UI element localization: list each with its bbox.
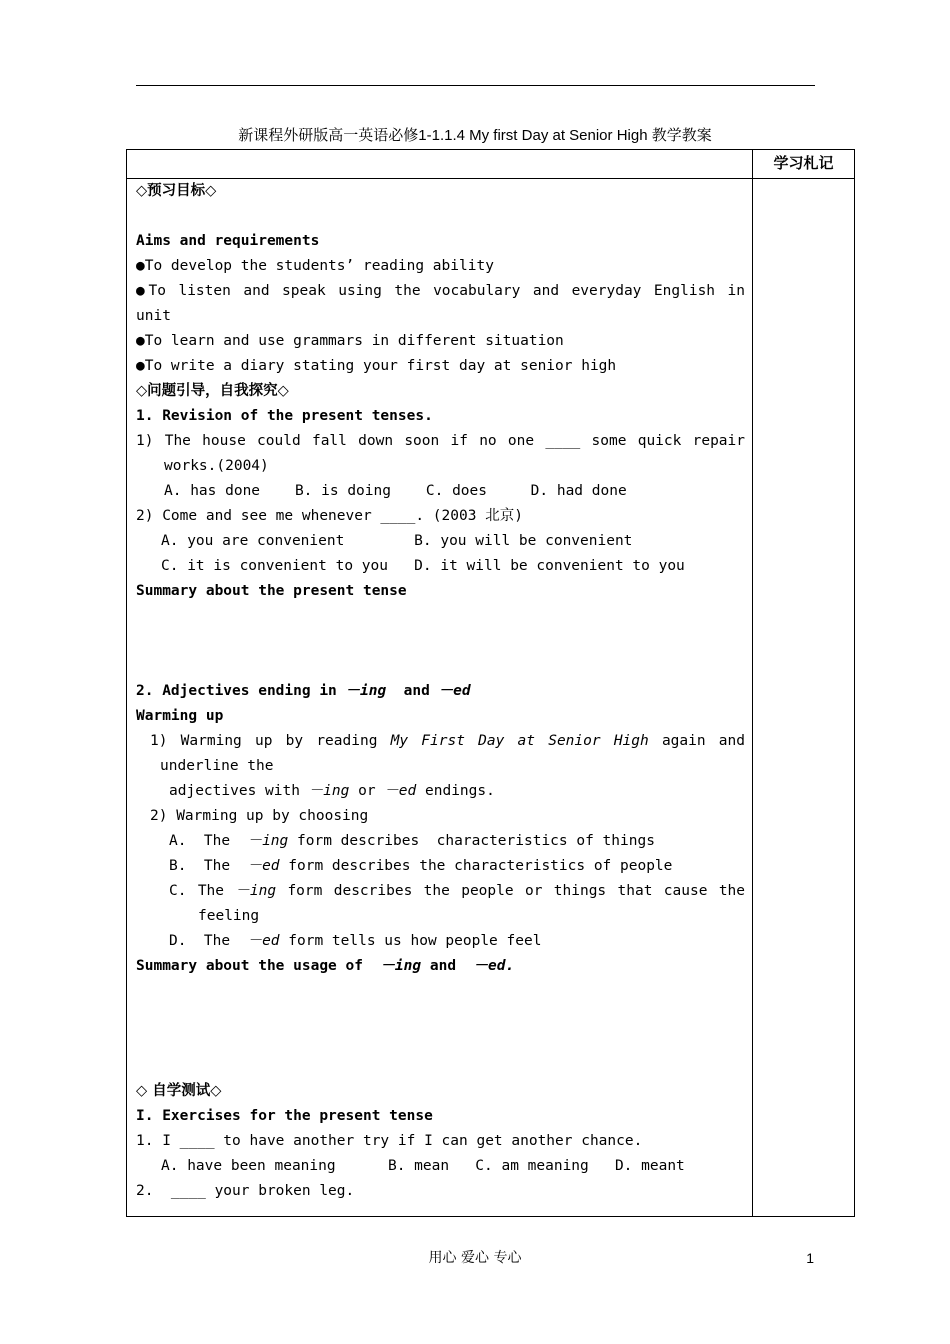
warming-up-heading: Warming up [136,708,224,724]
question-2: 2) Come and see me whenever ____. (2003 北京) [136,508,523,524]
choice-c: C. The －ing form describes the people or things that cause the [169,883,745,899]
warming-up-item-1: 1) Warming up by reading My First Day at Senior High again and [150,733,745,749]
spacer [136,1004,745,1029]
page-number: 1 [806,1250,814,1266]
warming-up-item-1-continued: adjectives with －ing or －ed endings. [169,783,495,799]
question-1: 1) The house could fall down soon if no one ____ some quick repair [136,433,745,449]
spacer [136,204,745,229]
page-footer: 用心 爱心 专心 [428,1250,522,1266]
aim-item-continued: unit [136,308,171,324]
question-1-continued: works.(2004) [164,458,269,474]
warming-up-item-2: 2) Warming up by choosing [150,808,369,824]
question-2-options-cd: C. it is convenient to you D. it will be convenient to you [161,558,685,574]
summary-ing-ed-usage: Summary about the usage of －ing and －ed. [136,958,515,974]
section-heading-preview-goals: ◇预习目标◇ [136,183,217,199]
summary-present-tense: Summary about the present tense [136,583,407,599]
spacer [136,979,745,1004]
notes-column-header: 学习札记 [773,154,834,172]
aim-item: ●To write a diary stating your first day at senior high [136,358,617,374]
document-title: 新课程外研版高一英语必修1-1.1.4 My first Day at Senior High 教学教案 [238,127,712,144]
aim-item: ●To develop the students’ reading ability [136,258,494,274]
spacer [136,654,745,679]
aims-heading: Aims and requirements [136,233,320,249]
exercises-heading: I. Exercises for the present tense [136,1108,433,1124]
question-1-options: A. has done B. is doing C. does D. had done [164,483,627,499]
notes-column-divider [752,149,753,1216]
spacer [136,1054,745,1079]
choice-b: B. The －ed form describes the characteristics of people [169,858,673,874]
choice-d: D. The －ed form tells us how people feel [169,933,542,949]
spacer [136,1029,745,1054]
spacer [136,604,745,629]
adjectives-heading: 2. Adjectives ending in －ing and －ed [136,683,471,699]
choice-c-continued: feeling [198,908,260,924]
lesson-content [136,179,745,1204]
exercise-2: 2. ____ your broken leg. [136,1183,355,1199]
revision-heading: 1. Revision of the present tenses. [136,408,433,424]
aim-item: ●To learn and use grammars in different situation [136,333,564,349]
exercise-1: 1. I ____ to have another try if I can get another chance. [136,1133,643,1149]
exercise-1-options: A. have been meaning B. mean C. am meaning D. meant [161,1158,685,1174]
header-rule [136,85,815,86]
question-2-options-ab: A. you are convenient B. you will be convenient [161,533,633,549]
warming-up-item-1-continued: underline the [160,758,274,774]
spacer [136,629,745,654]
section-heading-self-test: ◇ 自学测试◇ [136,1083,222,1099]
aim-item: ●To listen and speak using the vocabulary and everyday English in [136,283,745,299]
choice-a: A. The －ing form describes characteristics of things [169,833,655,849]
section-heading-guided-inquiry: ◇问题引导，自我探究◇ [136,383,289,399]
